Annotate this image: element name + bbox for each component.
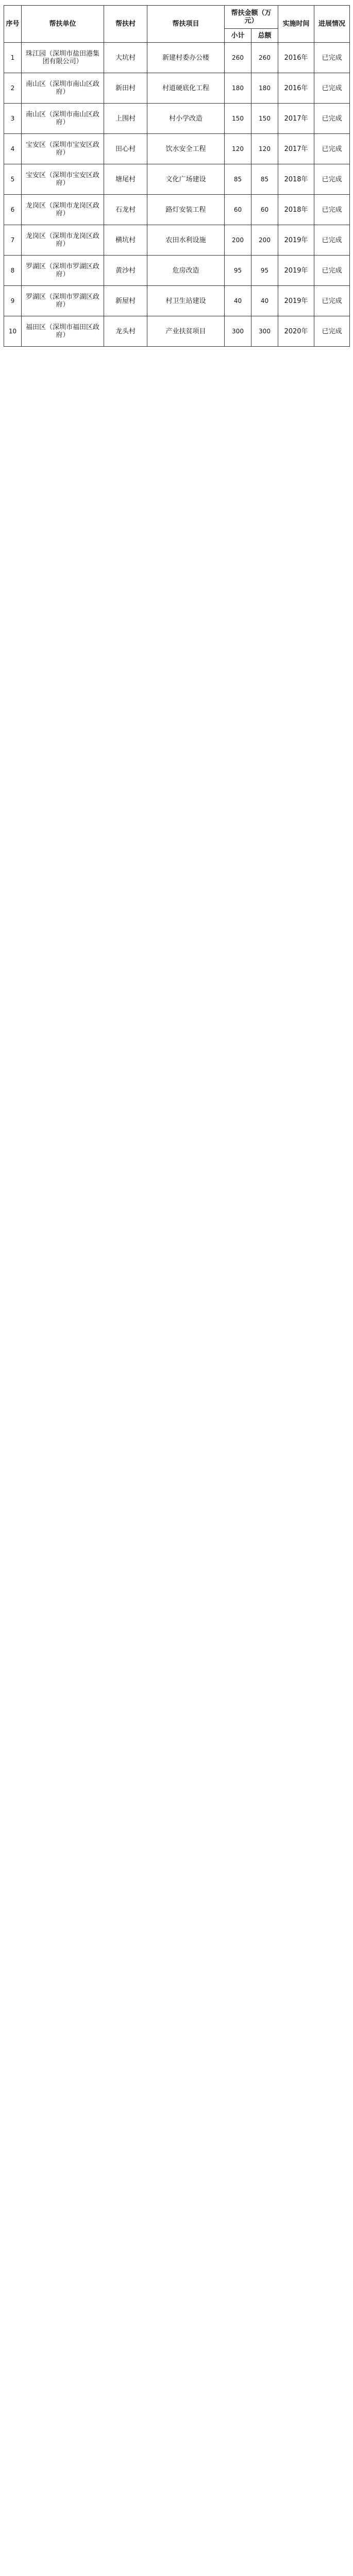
- cell-status: 已完成: [314, 73, 350, 104]
- cell-year: 2017年: [278, 134, 314, 164]
- cell-subtotal: 95: [225, 256, 251, 286]
- cell-subtotal: 180: [225, 73, 251, 104]
- table-row: [4, 256, 350, 286]
- cell-total: 150: [251, 104, 278, 134]
- table-row: [4, 195, 350, 225]
- document: [0, 5, 353, 2576]
- aid-projects-table: [4, 5, 350, 347]
- header-unit: 帮扶单位: [22, 6, 104, 43]
- cell-project: 饮水安全工程: [147, 134, 225, 164]
- cell-total: 60: [251, 195, 278, 225]
- cell-total: 95: [251, 256, 278, 286]
- cell-village: 新屋村: [104, 286, 147, 316]
- cell-unit: 珠江园（深圳市盐田港集团有限公司）: [22, 43, 104, 73]
- cell-village: 塘尾村: [104, 164, 147, 195]
- cell-no: 4: [4, 134, 22, 164]
- cell-total: 300: [251, 316, 278, 347]
- cell-project: 村道硬底化工程: [147, 73, 225, 104]
- cell-no: 7: [4, 225, 22, 256]
- header-project: 帮扶项目: [147, 6, 225, 43]
- cell-subtotal: 120: [225, 134, 251, 164]
- cell-subtotal: 260: [225, 43, 251, 73]
- cell-total: 180: [251, 73, 278, 104]
- cell-unit: 宝安区（深圳市宝安区政府）: [22, 164, 104, 195]
- cell-year: 2018年: [278, 164, 314, 195]
- cell-village: 横坑村: [104, 225, 147, 256]
- table-body: [4, 43, 350, 347]
- cell-village: 石龙村: [104, 195, 147, 225]
- cell-village: 新田村: [104, 73, 147, 104]
- header-status: 进展情况: [314, 6, 350, 43]
- header-subtotal: 小计: [225, 29, 251, 43]
- cell-project: 农田水利设施: [147, 225, 225, 256]
- cell-status: 已完成: [314, 316, 350, 347]
- cell-total: 260: [251, 43, 278, 73]
- cell-unit: 南山区（深圳市南山区政府）: [22, 104, 104, 134]
- cell-unit: 福田区（深圳市福田区政府）: [22, 316, 104, 347]
- cell-project: 产业扶贫项目: [147, 316, 225, 347]
- cell-status: 已完成: [314, 225, 350, 256]
- header-total: 总额: [251, 29, 278, 43]
- cell-project: 村卫生站建设: [147, 286, 225, 316]
- table-row: [4, 286, 350, 316]
- table-row: [4, 316, 350, 347]
- cell-year: 2019年: [278, 225, 314, 256]
- cell-subtotal: 60: [225, 195, 251, 225]
- cell-project: 村小学改造: [147, 104, 225, 134]
- header-amount: 帮扶金额（万元）: [225, 6, 278, 29]
- cell-subtotal: 150: [225, 104, 251, 134]
- cell-no: 3: [4, 104, 22, 134]
- cell-status: 已完成: [314, 286, 350, 316]
- cell-status: 已完成: [314, 256, 350, 286]
- cell-unit: 南山区（深圳市南山区政府）: [22, 73, 104, 104]
- cell-unit: 罗湖区（深圳市罗湖区政府）: [22, 286, 104, 316]
- cell-no: 8: [4, 256, 22, 286]
- cell-total: 200: [251, 225, 278, 256]
- cell-status: 已完成: [314, 134, 350, 164]
- cell-village: 大坑村: [104, 43, 147, 73]
- cell-year: 2019年: [278, 256, 314, 286]
- table-row: [4, 134, 350, 164]
- cell-unit: 龙岗区（深圳市龙岗区政府）: [22, 195, 104, 225]
- cell-project: 文化广场建设: [147, 164, 225, 195]
- cell-project: 危房改造: [147, 256, 225, 286]
- cell-status: 已完成: [314, 104, 350, 134]
- table-row: [4, 43, 350, 73]
- cell-total: 120: [251, 134, 278, 164]
- table-row: [4, 73, 350, 104]
- header-no: 序号: [4, 6, 22, 43]
- cell-unit: 罗湖区（深圳市罗湖区政府）: [22, 256, 104, 286]
- cell-village: 黄沙村: [104, 256, 147, 286]
- header-village: 帮扶村: [104, 6, 147, 43]
- cell-total: 40: [251, 286, 278, 316]
- table-row: [4, 225, 350, 256]
- cell-project: 路灯安装工程: [147, 195, 225, 225]
- cell-status: 已完成: [314, 43, 350, 73]
- cell-village: 上围村: [104, 104, 147, 134]
- cell-subtotal: 85: [225, 164, 251, 195]
- cell-project: 新建村委办公楼: [147, 43, 225, 73]
- cell-year: 2020年: [278, 316, 314, 347]
- cell-subtotal: 300: [225, 316, 251, 347]
- cell-no: 10: [4, 316, 22, 347]
- table-row: [4, 164, 350, 195]
- cell-subtotal: 40: [225, 286, 251, 316]
- cell-subtotal: 200: [225, 225, 251, 256]
- table-row: [4, 104, 350, 134]
- cell-village: 龙头村: [104, 316, 147, 347]
- cell-village: 田心村: [104, 134, 147, 164]
- cell-no: 6: [4, 195, 22, 225]
- cell-no: 9: [4, 286, 22, 316]
- cell-unit: 宝安区（深圳市宝安区政府）: [22, 134, 104, 164]
- cell-status: 已完成: [314, 164, 350, 195]
- cell-year: 2017年: [278, 104, 314, 134]
- cell-year: 2016年: [278, 73, 314, 104]
- cell-no: 2: [4, 73, 22, 104]
- cell-year: 2019年: [278, 286, 314, 316]
- cell-unit: 龙岗区（深圳市龙岗区政府）: [22, 225, 104, 256]
- header-year: 实施时间: [278, 6, 314, 43]
- cell-year: 2018年: [278, 195, 314, 225]
- cell-total: 85: [251, 164, 278, 195]
- cell-no: 1: [4, 43, 22, 73]
- cell-status: 已完成: [314, 195, 350, 225]
- cell-no: 5: [4, 164, 22, 195]
- cell-year: 2016年: [278, 43, 314, 73]
